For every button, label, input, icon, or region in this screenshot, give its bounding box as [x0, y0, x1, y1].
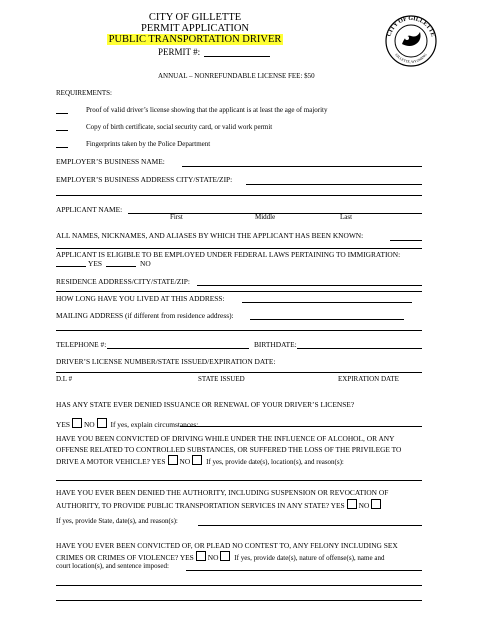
- aliases-field[interactable]: [390, 240, 422, 241]
- q2-line-2: OFFENSE RELATED TO CONTROLLED SUBSTANCES, OR SUFFERED THE LOSS OF THE PRIVILEGE TO: [56, 445, 402, 454]
- mailing-field[interactable]: [250, 319, 404, 320]
- q3-no-checkbox[interactable]: [371, 499, 381, 509]
- telephone-field[interactable]: [107, 348, 249, 349]
- birthdate-field[interactable]: [297, 348, 422, 349]
- name-middle-caption: Middle: [255, 213, 276, 221]
- q2-line-1: HAVE YOU BEEN CONVICTED OF DRIVING WHILE UNDER THE INFLUENCE OF ALCOHOL, OR ANY: [56, 434, 395, 443]
- requirement-item: Fingerprints taken by the Police Department: [86, 140, 211, 148]
- requirement-checkbox-line[interactable]: [56, 130, 68, 131]
- applicant-name-label: APPLICANT NAME:: [56, 205, 123, 214]
- mailing-label: MAILING ADDRESS (if different from residence address):: [56, 311, 234, 320]
- requirement-checkbox-line[interactable]: [56, 147, 68, 148]
- requirement-checkbox-line[interactable]: [56, 113, 68, 114]
- q4-explain-field-2[interactable]: [56, 585, 422, 586]
- q1-no-checkbox[interactable]: [97, 418, 107, 428]
- residence-field[interactable]: [197, 285, 422, 286]
- q1-explain-field[interactable]: [180, 426, 422, 427]
- how-long-field[interactable]: [242, 302, 412, 303]
- q2-answer-row: DRIVE A MOTOR VEHICLE? YES NO If yes, provide date(s), location(s), and reason(s):: [56, 457, 344, 466]
- how-long-label: HOW LONG HAVE YOU LIVED AT THIS ADDRESS:: [56, 294, 225, 303]
- aliases-field-2[interactable]: [56, 248, 422, 249]
- name-last-caption: Last: [340, 213, 353, 221]
- birthdate-label: BIRTHDATE:: [254, 340, 297, 349]
- q3-explain-field[interactable]: [198, 525, 422, 526]
- q4-answer-row: CRIMES OR CRIMES OF VIOLENCE? YES NO If yes, provide date(s), nature of offense(s), name and: [56, 553, 385, 562]
- q2-explain-field[interactable]: [56, 480, 422, 481]
- q3-answer-row: AUTHORITY, TO PROVIDE PUBLIC TRANSPORTATION SERVICES IN ANY STATE? YES NO: [56, 499, 383, 510]
- requirement-item: Proof of valid driver’s license showing that the applicant is at least the age of majority: [86, 106, 328, 114]
- form-title: PERMIT APPLICATION: [140, 23, 250, 34]
- employer-address-label: EMPLOYER’S BUSINESS ADDRESS CITY/STATE/ZIP:: [56, 175, 233, 184]
- mailing-field-2[interactable]: [56, 330, 422, 331]
- immigration-label: APPLICANT IS ELIGIBLE TO BE EMPLOYED UNDER FEDERAL LAWS PERTAINING TO IMMIGRATION:: [56, 250, 401, 259]
- q2-no-checkbox[interactable]: [192, 455, 202, 465]
- dl-field[interactable]: [56, 372, 422, 373]
- q1-text: HAS ANY STATE EVER DENIED ISSUANCE OR RENEWAL OF YOUR DRIVER’S LICENSE?: [56, 400, 355, 409]
- q3-explain-label: If yes, provide State, date(s), and reason(s):: [56, 517, 178, 525]
- employer-name-label: EMPLOYER’S BUSINESS NAME:: [56, 157, 165, 166]
- q3-line-1: HAVE YOU EVER BEEN DENIED THE AUTHORITY, INCLUDING SUSPENSION OR REVOCATION OF: [56, 488, 389, 497]
- immigration-yes-line[interactable]: [56, 266, 86, 267]
- telephone-label: TELEPHONE #:: [56, 340, 107, 349]
- svg-text:CITY OF GILLETTE: CITY OF GILLETTE: [386, 15, 436, 38]
- dl-heading: DRIVER’S LICENSE NUMBER/STATE ISSUED/EXPIRATION DATE:: [56, 357, 276, 366]
- requirement-item: Copy of birth certificate, social security card, or valid work permit: [86, 123, 273, 131]
- q4-line-1: HAVE YOU EVER BEEN CONVICTED OF, OR PLEAD NO CONTEST TO, ANY FELONY INCLUDING SEX: [56, 541, 398, 550]
- employer-address-field-2[interactable]: [56, 195, 422, 196]
- immigration-no-line[interactable]: [106, 266, 136, 267]
- q4-explain-field-3[interactable]: [56, 600, 422, 601]
- residence-label: RESIDENCE ADDRESS/CITY/STATE/ZIP:: [56, 277, 190, 286]
- q2-yes-checkbox[interactable]: [168, 455, 178, 465]
- q4-no-checkbox[interactable]: [220, 551, 230, 561]
- residence-field-2[interactable]: [56, 291, 422, 292]
- q1-yes-checkbox[interactable]: [72, 418, 82, 428]
- permit-number-field[interactable]: [204, 56, 270, 57]
- q4-yes-checkbox[interactable]: [196, 551, 206, 561]
- dl-state-caption: STATE ISSUED: [198, 375, 245, 383]
- permit-number-label: PERMIT #:: [158, 47, 201, 57]
- q1-answer-row: YES NO If yes, explain circumstances:: [56, 420, 199, 429]
- license-fee: ANNUAL – NONREFUNDABLE LICENSE FEE: $50: [158, 72, 315, 80]
- q4-explain-field[interactable]: [186, 570, 422, 571]
- employer-name-field[interactable]: [182, 166, 422, 167]
- form-subtitle: PUBLIC TRANSPORTATION DRIVER: [108, 34, 282, 45]
- dl-expiration-caption: EXPIRATION DATE: [338, 375, 399, 383]
- dl-number-caption: D.L #: [56, 375, 73, 383]
- q3-yes-checkbox[interactable]: [347, 499, 357, 509]
- city-name: CITY OF GILLETTE: [148, 12, 242, 23]
- employer-address-field[interactable]: [246, 184, 422, 185]
- city-seal-logo: [384, 14, 438, 68]
- svg-text:GILLETTE, WYOMING: GILLETTE, WYOMING: [394, 52, 428, 65]
- requirements-heading: REQUIREMENTS:: [56, 89, 112, 97]
- name-first-caption: First: [170, 213, 183, 221]
- aliases-label: ALL NAMES, NICKNAMES, AND ALIASES BY WHICH THE APPLICANT HAS BEEN KNOWN:: [56, 231, 364, 240]
- q4-line-3: court location(s), and sentence imposed:: [56, 562, 169, 570]
- immigration-yes: YES: [88, 259, 102, 268]
- immigration-no: NO: [140, 259, 151, 268]
